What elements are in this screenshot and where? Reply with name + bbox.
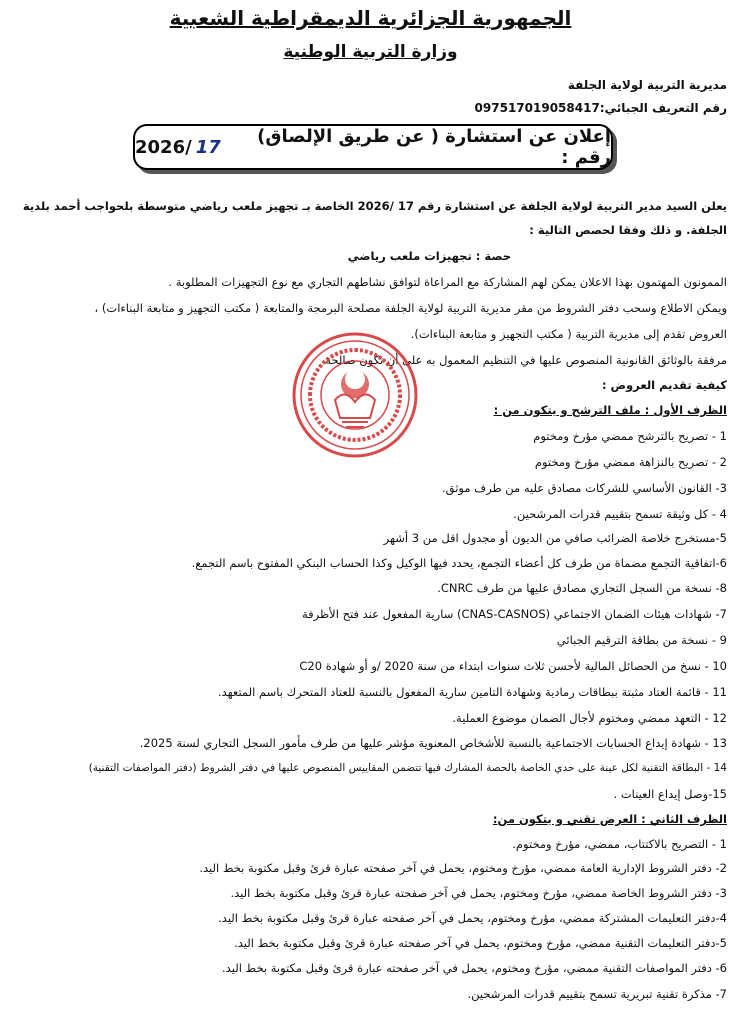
lot-title: حصة : تجهيزات ملعب رياضي [347,249,511,263]
announcement-title: إعلان عن استشارة ( عن طريق الإلصاق) رقم : [257,126,611,168]
envelope-2-item: 6- دفتر المواصفات التقنية ممضي، مؤرخ ومختوم، يحمل في آخر صفحته عبارة قرئ وقبل مكتوبة بخط اليد. [222,961,727,975]
envelope-1-item: 13 - شهادة إيداع الحسابات الاجتماعية بالنسبة للأشخاص المعنوية مؤشر عليها من طرف مأمور السجل التجاري لسنة 2025. [139,736,727,750]
tax-id: رقم التعريف الجبائي:097517019058417 [474,101,727,115]
envelope-2-item: 1 - التصريح بالاكتتاب، ممضي، مؤرخ ومختوم. [512,837,727,851]
paragraph-1: الممونون المهتمون بهذا الاعلان يمكن لهم المشاركة مع المراعاة لتوافق نشاطهم التجاري مع نوع التجهيزات المطلوبة . [168,275,727,289]
submission-heading: كيفية تقديم العروض : [601,378,727,392]
paragraph-4: مرفقة بالوثائق القانونية المنصوص عليها في التنظيم المعمول به على أن تكون صالحة [325,353,727,367]
envelope-1-item: 8- نسخة من السجل التجاري مصادق عليها من طرف CNRC. [437,581,727,595]
paragraph-2: ويمكن الاطلاع وسحب دفتر الشروط من مقر مديرية التربية لولاية الجلفة مصلحة البرمجة والمتابعة ( مكتب التجهيز و متابعة البناءات) ، [94,301,727,315]
paragraph-3: العروض تقدم إلى مديرية التربية ( مكتب التجهيز و متابعة البناءات). [410,327,727,341]
intro-line-2: الجلفة. و ذلك وفقا لحصص التالية : [529,223,727,237]
envelope-1-item: 12 - التعهد ممضي ومختوم لأجال الضمان موضوع العملية. [452,711,727,725]
announcement-title-box [133,124,613,170]
envelope-1-item: 10 - نسخ من الحصائل المالية لأحسن ثلاث سنوات ابتداء من سنة 2020 /و أو شهادة C20 [299,659,727,673]
envelope-1-item: 3- القانون الأساسي للشركات مصادق عليه من طرف موثق. [441,481,727,495]
envelope-2-item: 7- مذكرة تقنية تبريرية تسمح بتقييم قدرات المرشحين. [467,987,727,1001]
envelope-1-item: 5-مستخرج خلاصة الضرائب صافي من الديون أو مجدول اقل من 3 أشهر [383,531,727,545]
directorate-name: مديرية التربية لولاية الجلفة [567,78,727,92]
envelope-1-item: 7- شهادات هيئات الضمان الاجتماعي (CNAS-CASNOS) سارية المفعول عند فتح الأظرفة [302,607,727,621]
envelope-1-item: 4 - كل وثيقة تسمح بتقييم قدرات المرشحين. [513,507,727,521]
envelope-2-item: 5-دفتر التعليمات التقنية ممضي، مؤرخ ومختوم، يحمل في آخر صفحته عبارة قرئ وقبل مكتوبة بخط اليد. [234,936,727,950]
envelope-1-item: 6-اتفاقية التجمع مضماة من طرف كل أعضاء التجمع، يحدد فيها الوكيل وكذا الحساب البنكي المفتوح باسم التجمع. [191,556,727,570]
intro-line-1: يعلن السيد مدير التربية لولاية الجلفة عن استشارة رقم 17 /2026 الخاصة بـ تجهيز ملعب رياضي متوسطة بلحواجب أحمد بلدية [22,199,727,213]
ministry-header: وزارة التربية الوطنية [283,42,458,62]
title-year: /2026 [135,136,192,158]
envelope-2-item: 2- دفتر الشروط الإدارية العامة ممضي، مؤرخ ومختوم، يحمل في آخر صفحته عبارة قرئ وقبل مكتوبة بخط اليد. [199,861,727,875]
handwritten-number: 17 [195,136,221,158]
envelope-2-item: 3- دفتر الشروط الخاصة ممضي، مؤرخ ومختوم، يحمل في آخر صفحته عبارة قرئ وقبل مكتوبة بخط اليد. [230,886,727,900]
envelope-2-heading: الظرف الثاني : العرض تقني و يتكون من: [492,812,727,826]
republic-header: الجمهورية الجزائرية الديمقراطية الشعبية [169,6,572,30]
envelope-1-item: 9 - نسخة من بطاقة الترقيم الجبائي [556,633,727,647]
envelope-1-heading: الظرف الأول : ملف الترشح و يتكون من : [493,403,727,417]
envelope-1-item: 1 - تصريح بالترشح ممضي مؤرخ ومختوم [533,429,727,443]
envelope-1-item: 15-وصل إيداع العينات . [613,787,727,801]
envelope-1-item: 11 - قائمة العتاد مثبتة ببطاقات رمادية وشهادة التامين سارية المفعول بالنسبة للعتاد المتحرك باسم المتعهد. [217,685,727,699]
envelope-1-item: 2 - تصريح بالنزاهة ممضي مؤرخ ومختوم [534,455,727,469]
envelope-2-item: 4-دفتر التعليمات المشتركة ممضي، مؤرخ ومختوم، يحمل في آخر صفحته عبارة قرئ وقبل مكتوبة بخط اليد. [218,911,727,925]
envelope-1-item: 14 - البطاقة التقنية لكل عينة على حدي الخاصة بالحصة المشارك فيها تتضمن المقاييس المنصوص عليها في دفتر الشروط (دفتر المواصفات التقنية) [88,762,727,774]
official-seal-icon [290,330,420,460]
